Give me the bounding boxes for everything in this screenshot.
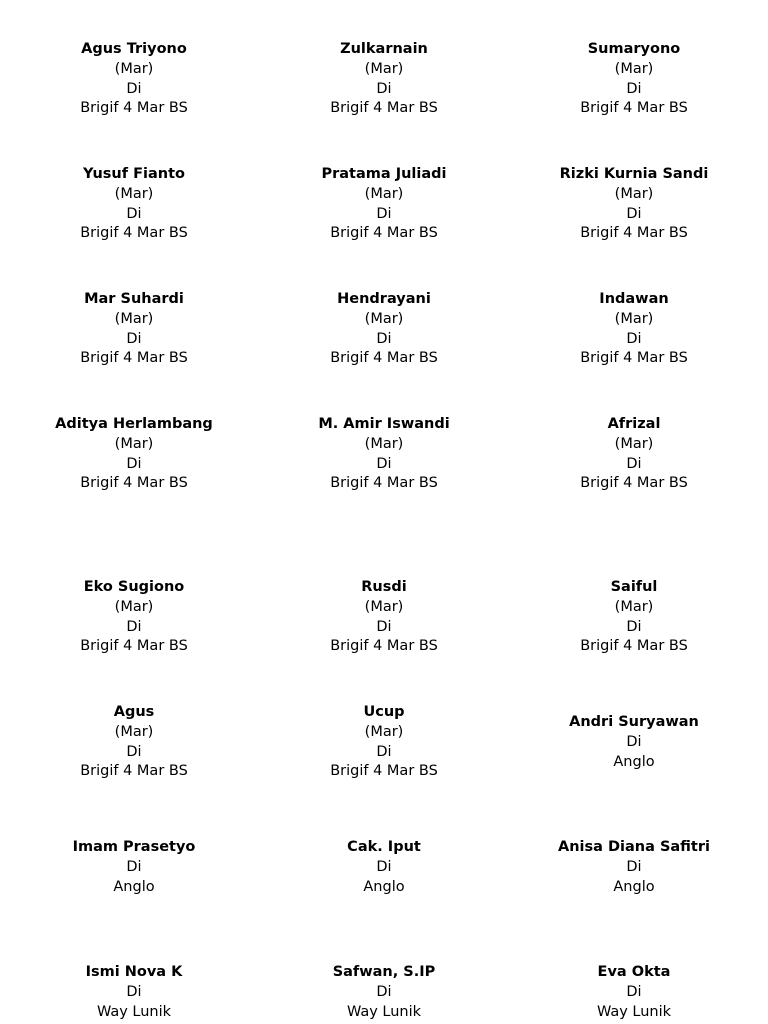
label-line: Di	[126, 80, 142, 97]
recipient-name: Rusdi	[361, 579, 407, 595]
address-label	[259, 963, 509, 1022]
label-line: Anglo	[613, 753, 655, 770]
label-line: Di	[376, 330, 392, 347]
label-line: Di	[376, 455, 392, 472]
address-label	[509, 838, 759, 897]
recipient-name: Sumaryono	[587, 41, 681, 57]
recipient-name: Safwan, S.IP	[332, 964, 436, 980]
label-line: Brigif 4 Mar BS	[330, 100, 438, 117]
recipient-name: Andri Suryawan	[569, 714, 699, 730]
label-line: Way Lunik	[596, 1003, 672, 1020]
recipient-name: M. Amir Iswandi	[318, 416, 450, 432]
address-label	[9, 40, 259, 119]
label-line: (Mar)	[114, 435, 154, 452]
label-line: Brigif 4 Mar BS	[80, 638, 188, 655]
label-line: Brigif 4 Mar BS	[80, 100, 188, 117]
label-line: Di	[126, 455, 142, 472]
recipient-name: Hendrayani	[337, 291, 431, 307]
address-label	[509, 165, 759, 244]
label-line: (Mar)	[364, 435, 404, 452]
label-line: Brigif 4 Mar BS	[330, 475, 438, 492]
address-label	[259, 415, 509, 494]
label-line: Di	[626, 618, 642, 635]
address-label	[259, 290, 509, 369]
label-line: Di	[126, 330, 142, 347]
address-label	[9, 963, 259, 1022]
label-line: Way Lunik	[96, 1003, 172, 1020]
recipient-name: Eko Sugiono	[83, 579, 185, 595]
address-label	[259, 838, 509, 897]
address-label	[9, 578, 259, 657]
recipient-name: Mar Suhardi	[84, 291, 184, 307]
label-line: Way Lunik	[346, 1003, 422, 1020]
label-line: Brigif 4 Mar BS	[580, 100, 688, 117]
label-line: (Mar)	[364, 723, 404, 740]
label-line: Di	[376, 858, 392, 875]
label-line: Brigif 4 Mar BS	[330, 763, 438, 780]
label-line: Anglo	[613, 878, 655, 895]
recipient-name: Ucup	[363, 704, 405, 720]
label-line: (Mar)	[614, 60, 654, 77]
label-line: Brigif 4 Mar BS	[80, 475, 188, 492]
label-line: (Mar)	[114, 598, 154, 615]
label-line: Di	[126, 618, 142, 635]
label-line: Anglo	[363, 878, 405, 895]
recipient-name: Imam Prasetyo	[72, 839, 196, 855]
address-label	[9, 703, 259, 782]
recipient-name: Agus	[113, 704, 155, 720]
label-line: Brigif 4 Mar BS	[580, 225, 688, 242]
label-line: Di	[376, 205, 392, 222]
label-line: Di	[376, 618, 392, 635]
address-label	[9, 165, 259, 244]
label-line: Di	[626, 330, 642, 347]
label-line: (Mar)	[614, 185, 654, 202]
address-label	[509, 578, 759, 657]
label-line: Anglo	[113, 878, 155, 895]
label-line: Di	[126, 858, 142, 875]
label-line: (Mar)	[364, 598, 404, 615]
recipient-name: Cak. Iput	[347, 839, 421, 855]
label-line: Brigif 4 Mar BS	[80, 350, 188, 367]
label-line: (Mar)	[114, 185, 154, 202]
address-label	[9, 415, 259, 494]
label-line: Brigif 4 Mar BS	[580, 638, 688, 655]
address-label	[259, 165, 509, 244]
recipient-name: Zulkarnain	[340, 41, 428, 57]
label-line: Di	[376, 80, 392, 97]
address-label	[9, 290, 259, 369]
address-label	[259, 703, 509, 782]
label-line: (Mar)	[114, 310, 154, 327]
label-line: Di	[626, 205, 642, 222]
recipient-name: Indawan	[599, 291, 669, 307]
recipient-name: Agus Triyono	[81, 41, 187, 57]
label-line: (Mar)	[364, 185, 404, 202]
address-label	[259, 578, 509, 657]
recipient-name: Pratama Juliadi	[321, 166, 447, 182]
label-line: Brigif 4 Mar BS	[80, 763, 188, 780]
recipient-name: Anisa Diana Safitri	[558, 839, 710, 855]
label-line: Di	[126, 743, 142, 760]
label-line: Di	[626, 80, 642, 97]
label-line: Di	[376, 983, 392, 1000]
address-label	[509, 290, 759, 369]
address-label	[259, 40, 509, 119]
label-line: (Mar)	[364, 60, 404, 77]
recipient-name: Aditya Herlambang	[55, 416, 213, 432]
recipient-name: Yusuf Fianto	[83, 166, 185, 182]
label-line: Di	[376, 743, 392, 760]
recipient-name: Ismi Nova K	[85, 964, 183, 980]
label-line: Di	[626, 858, 642, 875]
label-line: (Mar)	[614, 310, 654, 327]
label-line: Di	[626, 983, 642, 1000]
label-line: Brigif 4 Mar BS	[580, 350, 688, 367]
recipient-name: Saiful	[610, 579, 658, 595]
label-line: Brigif 4 Mar BS	[330, 350, 438, 367]
label-line: Di	[626, 733, 642, 750]
label-line: (Mar)	[614, 435, 654, 452]
address-label	[509, 713, 759, 772]
address-label	[509, 415, 759, 494]
label-line: Brigif 4 Mar BS	[80, 225, 188, 242]
label-line: Di	[126, 205, 142, 222]
recipient-name: Rizki Kurnia Sandi	[559, 166, 709, 182]
recipient-name: Afrizal	[607, 416, 661, 432]
label-line: Brigif 4 Mar BS	[330, 638, 438, 655]
address-label	[9, 838, 259, 897]
label-line: (Mar)	[364, 310, 404, 327]
label-line: (Mar)	[614, 598, 654, 615]
address-label	[509, 963, 759, 1022]
recipient-name: Eva Okta	[597, 964, 671, 980]
label-line: (Mar)	[114, 723, 154, 740]
label-line: (Mar)	[114, 60, 154, 77]
label-line: Di	[126, 983, 142, 1000]
label-line: Brigif 4 Mar BS	[330, 225, 438, 242]
label-line: Brigif 4 Mar BS	[580, 475, 688, 492]
label-line: Di	[626, 455, 642, 472]
address-label	[509, 40, 759, 119]
